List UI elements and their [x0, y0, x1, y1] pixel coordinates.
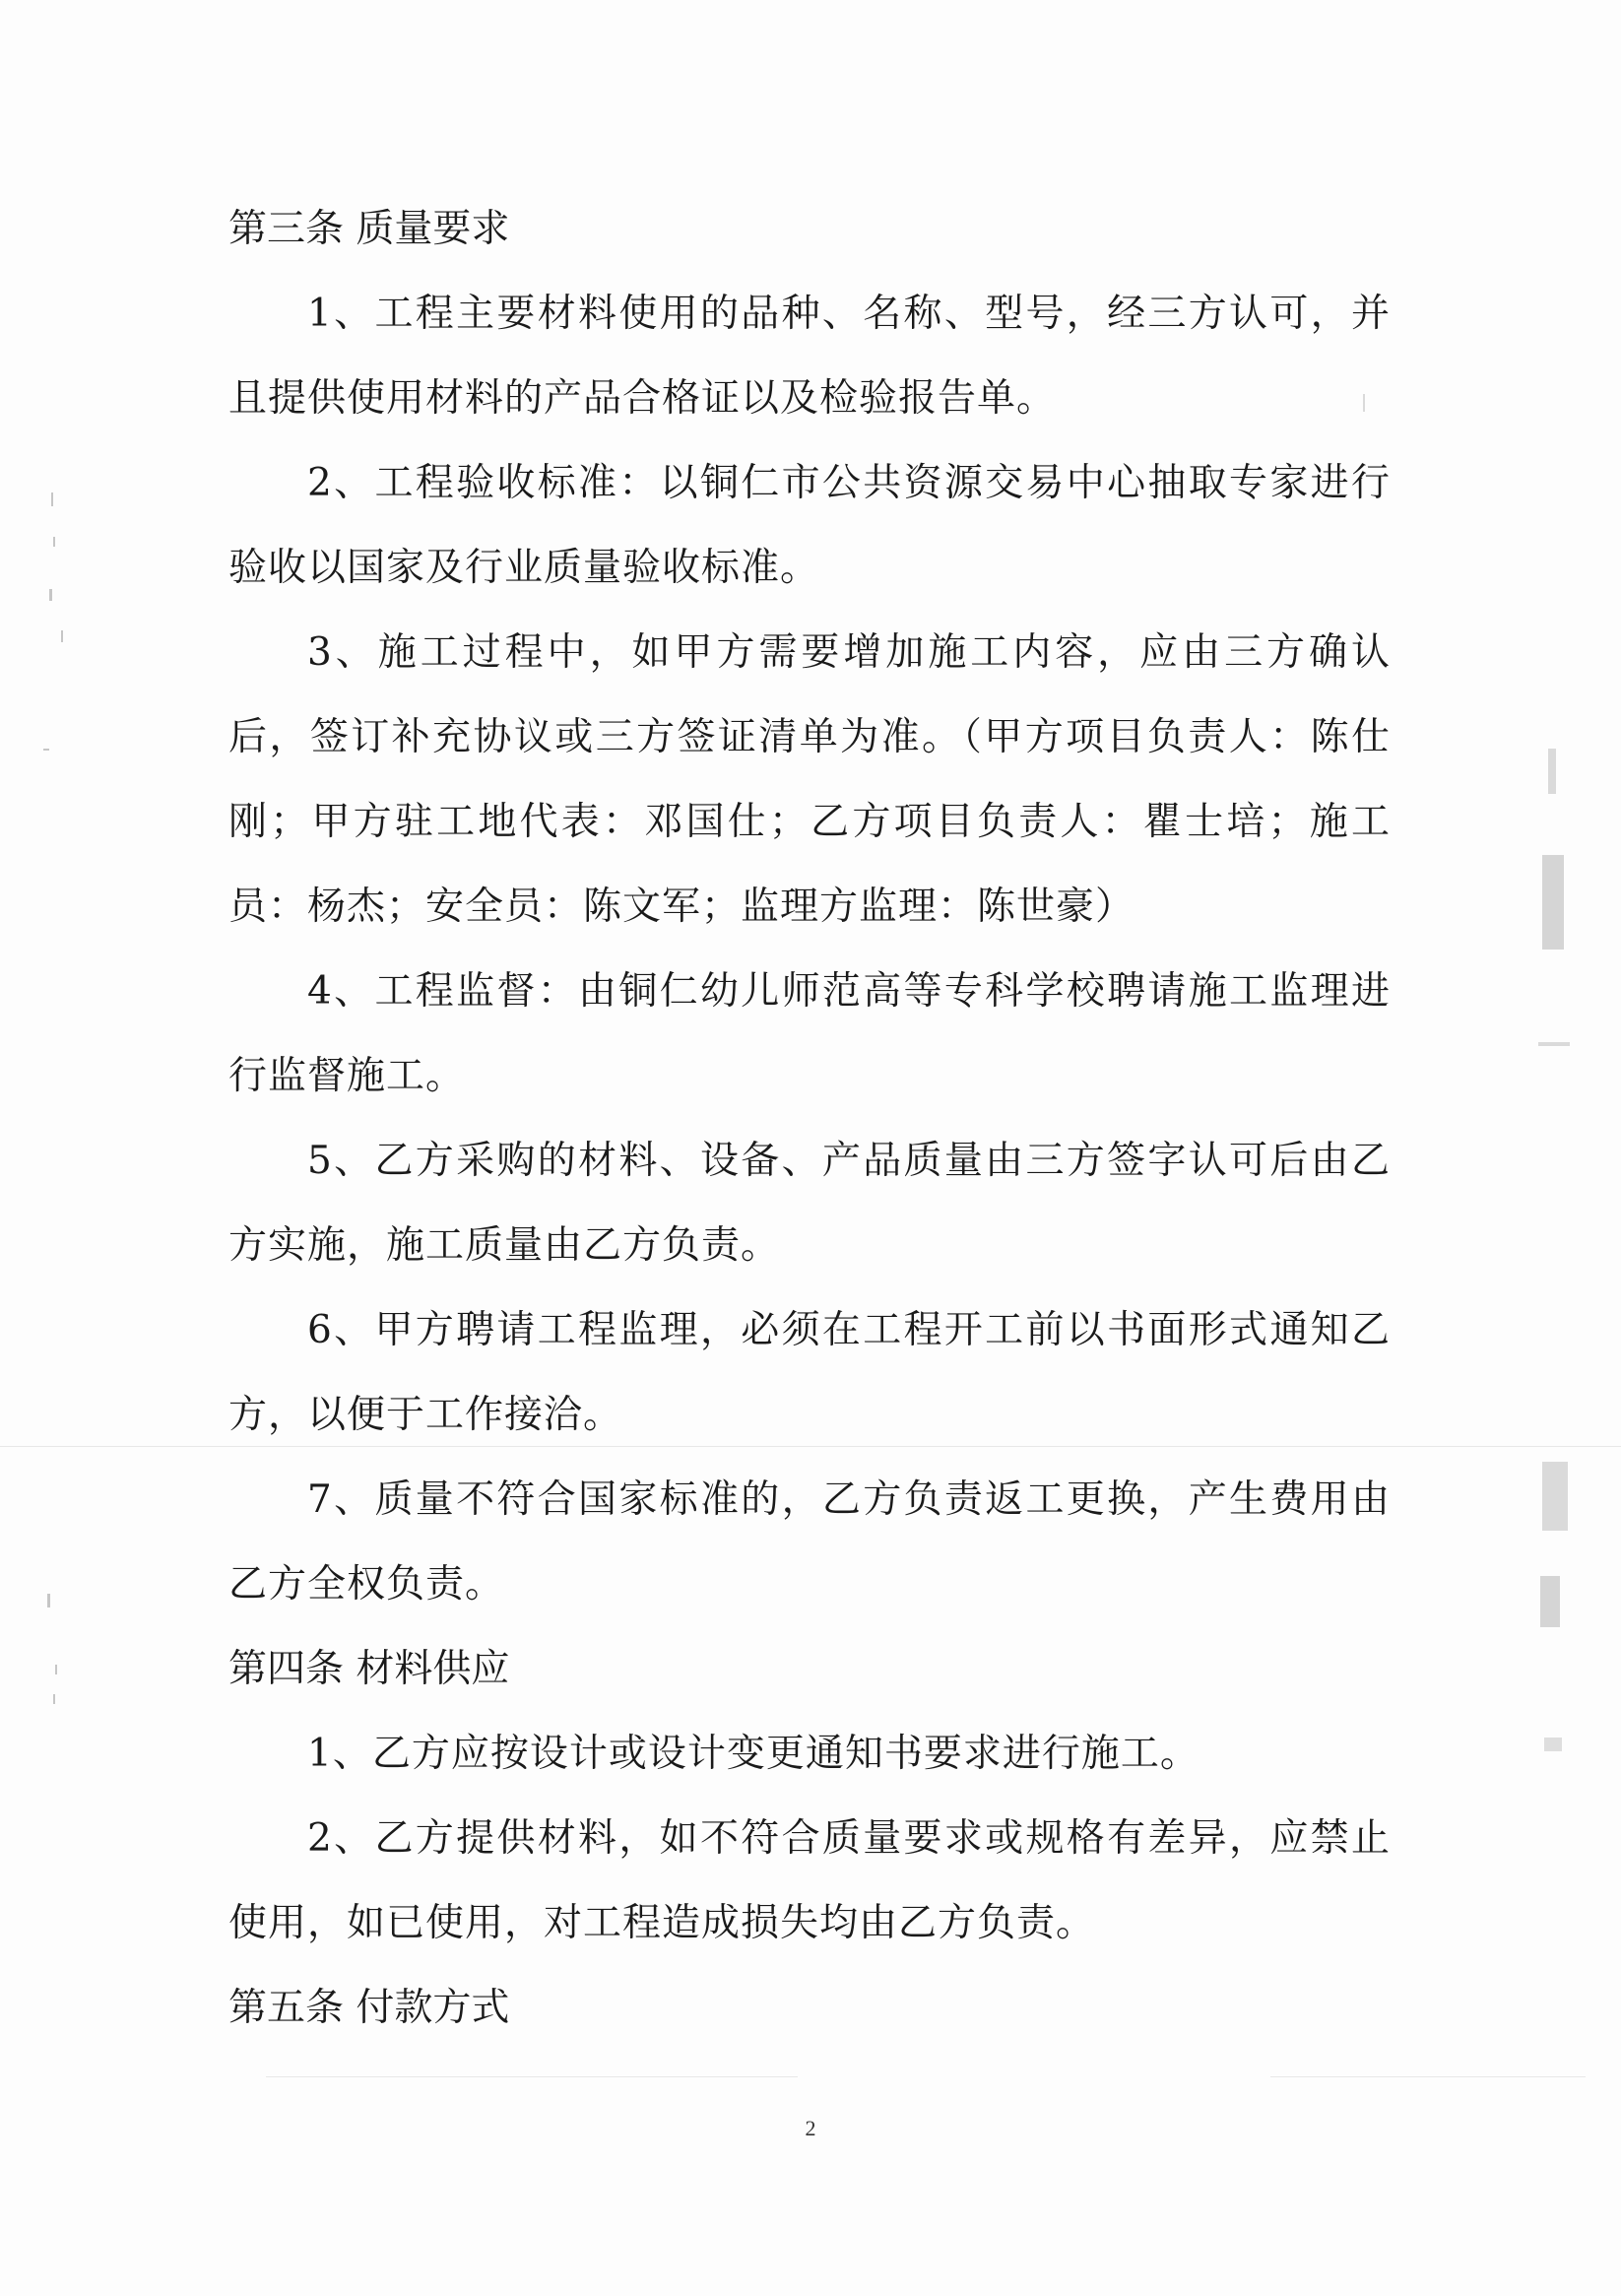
clause-3-7: 7、质量不符合国家标准的，乙方负责返工更换，产生费用由乙方全权负责。 — [228, 1477, 1391, 1607]
clause-4-1: 1、乙方应按设计或设计变更通知书要求进行施工。 — [307, 1732, 1200, 1776]
page-number: 2 — [805, 2116, 816, 2140]
clause-3-5: 5、乙方采购的材料、设备、产品质量由三方签字认可后由乙方实施，施工质量由乙方负责。 — [228, 1139, 1391, 1268]
section-heading-payment: 第五条 付款方式 — [228, 1986, 510, 2030]
section-heading-materials: 第四条 材料供应 — [228, 1647, 510, 1691]
clause-3-3: 3、施工过程中，如甲方需要增加施工内容，应由三方确认后，签订补充协议或三方签证清单为准。（甲方项目负责人：陈仕刚；甲方驻工地代表：邓国仕；乙方项目负责人：瞿士培；施工员：杨杰；安全员：陈文军；监理方监理：陈世豪） — [228, 630, 1391, 929]
clause-3-6: 6、甲方聘请工程监理，必须在工程开工前以书面形式通知乙方，以便于工作接洽。 — [228, 1308, 1391, 1437]
clause-3-2: 2、工程验收标准：以铜仁市公共资源交易中心抽取专家进行验收以国家及行业质量验收标准。 — [228, 461, 1391, 590]
clause-3-1: 1、工程主要材料使用的品种、名称、型号，经三方认可，并且提供使用材料的产品合格证以及检验报告单。 — [228, 292, 1391, 421]
section-heading-quality: 第三条 质量要求 — [228, 207, 510, 251]
clause-4-2: 2、乙方提供材料，如不符合质量要求或规格有差异，应禁止使用，如已使用，对工程造成损失均由乙方负责。 — [228, 1816, 1391, 1945]
contract-body — [228, 187, 1391, 2051]
clause-3-4: 4、工程监督：由铜仁幼儿师范高等专科学校聘请施工监理进行监督施工。 — [228, 969, 1391, 1098]
